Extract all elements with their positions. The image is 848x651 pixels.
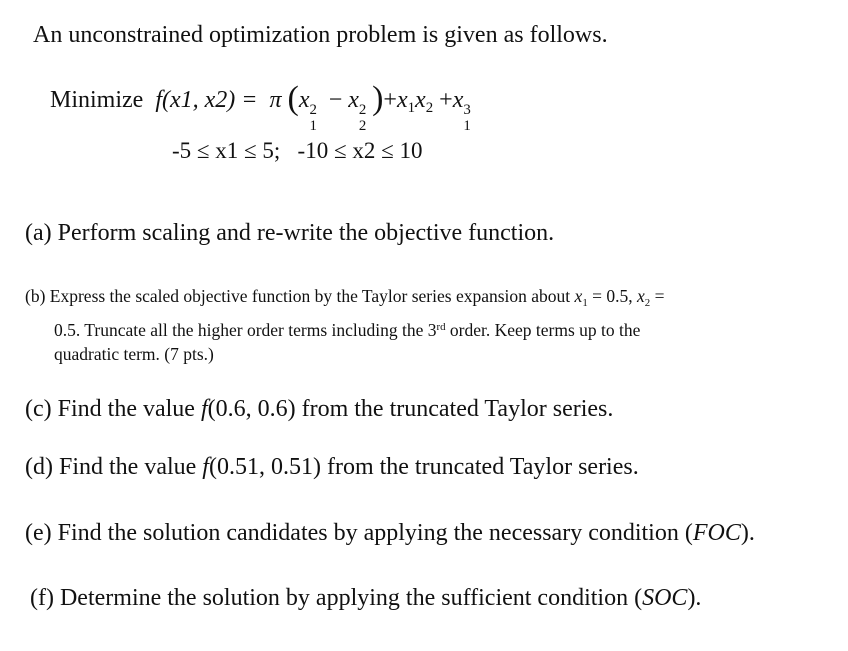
part-c: (c) Find the value f(0.6, 0.6) from the truncated Taylor series.	[25, 396, 614, 422]
term-x2-prod: x	[415, 87, 426, 113]
plus-sign-2: +	[439, 87, 453, 113]
x1-bound: -5 ≤ x1 ≤ 5;	[172, 138, 281, 163]
minimize-label: Minimize	[50, 87, 144, 113]
part-b	[25, 284, 825, 366]
term-x2: x	[348, 87, 359, 113]
part-f: (f) Determine the solution by applying the sufficient condition (SOC).	[30, 585, 702, 611]
plus-sign-1: +	[383, 87, 397, 113]
objective-lhs: f(x1, x2) =	[155, 87, 258, 113]
term-x1: x	[298, 87, 310, 113]
close-paren: )	[372, 80, 384, 117]
pi-symbol: π	[269, 87, 282, 113]
part-d: (d) Find the value f(0.51, 0.51) from the truncated Taylor series.	[25, 454, 639, 480]
term-x1-cube: x	[452, 87, 464, 113]
x2-bound: -10 ≤ x2 ≤ 10	[297, 138, 423, 163]
variable-bounds	[172, 138, 422, 164]
objective-function: Minimize f(x1, x2) = π (x 2 1 − x 2 2 )$+x_1x_2 +x$ 3 1	[50, 80, 471, 134]
open-paren: (	[287, 80, 299, 117]
term-x1-prod: x	[396, 87, 408, 113]
part-e: (e) Find the solution candidates by applying the necessary condition (FOC).	[25, 520, 755, 546]
part-b-line2: 0.5. Truncate all the higher order terms including the 3rd order. Keep terms up to the	[54, 319, 641, 340]
minus-sign: −	[328, 87, 343, 113]
part-b-line3: quadratic term. (7 pts.)	[54, 343, 214, 364]
part-b-line1: (b) Express the scaled objective function by the Taylor series expansion about $x_1 = 0.5$, $x_2$ =	[25, 286, 665, 309]
part-a: (a) Perform scaling and re-write the objective function.	[25, 220, 555, 246]
problem-intro: An unconstrained optimization problem is given as follows.	[33, 22, 608, 48]
